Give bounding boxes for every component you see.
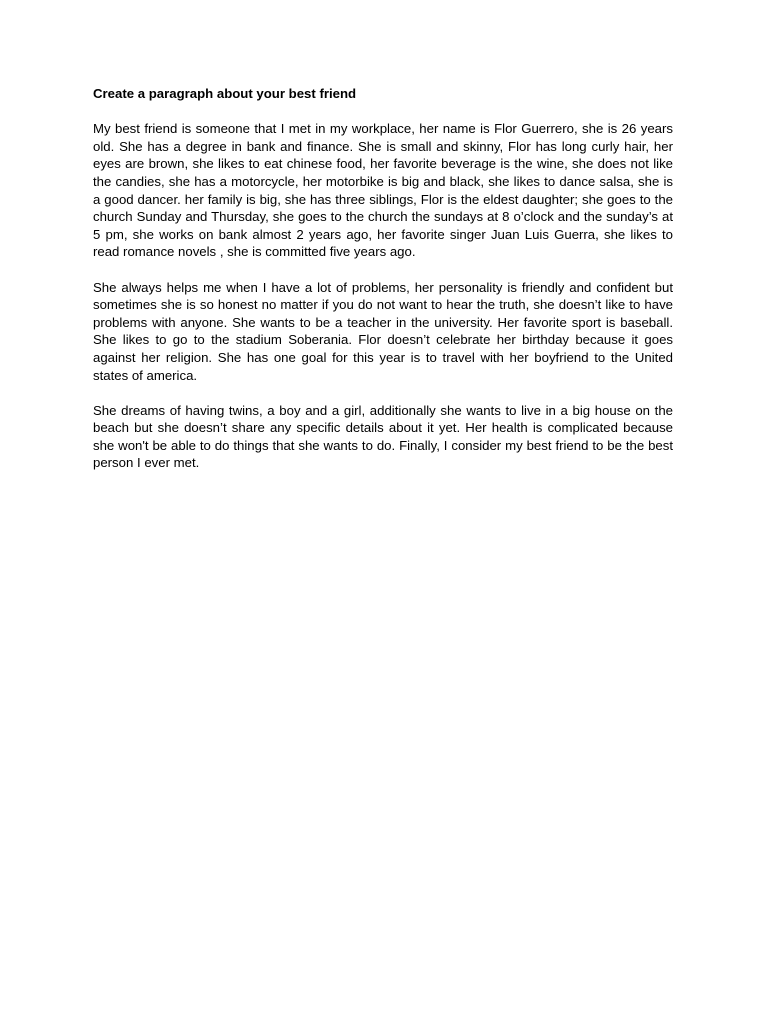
paragraph-3: She dreams of having twins, a boy and a girl, additionally she wants to live in a big house on the beach but she doesn’t share any specific details about it yet. Her health is complicated because she won't be able to do things that she wants to do. Finally, I consider my best friend to be the best person I ever met.: [93, 402, 673, 471]
paragraph-1: My best friend is someone that I met in my workplace, her name is Flor Guerrero, she is 26 years old. She has a degree in bank and finance. She is small and skinny, Flor has long curly hair, her eyes are brown, she likes to eat chinese food, her favorite beverage is the wine, she does not like the candies, she has a motorcycle, her motorbike is big and black, she likes to dance salsa, she is a good dancer. her family is big, she has three siblings, Flor is the eldest daughter; she goes to the church Sunday and Thursday, she goes to the church the sundays at 8 o’clock and the sunday’s at 5 pm, she works on bank almost 2 years ago, her favorite singer Juan Luis Guerra, she likes to read romance novels , she is committed five years ago.: [93, 121, 673, 260]
document-title: Create a paragraph about your best friend: [93, 86, 357, 101]
paragraph-2: She always helps me when I have a lot of problems, her personality is friendly and confident but sometimes she is so honest no matter if you do not want to hear the truth, she doesn’t like to have problems with anyone. She wants to be a teacher in the university. Her favorite sport is baseball. She likes to go to the stadium Soberania. Flor doesn’t celebrate her birthday because it goes against her religion. She has one goal for this year is to travel with her boyfriend to the United states of america.: [93, 279, 673, 383]
document-body: [93, 85, 673, 490]
